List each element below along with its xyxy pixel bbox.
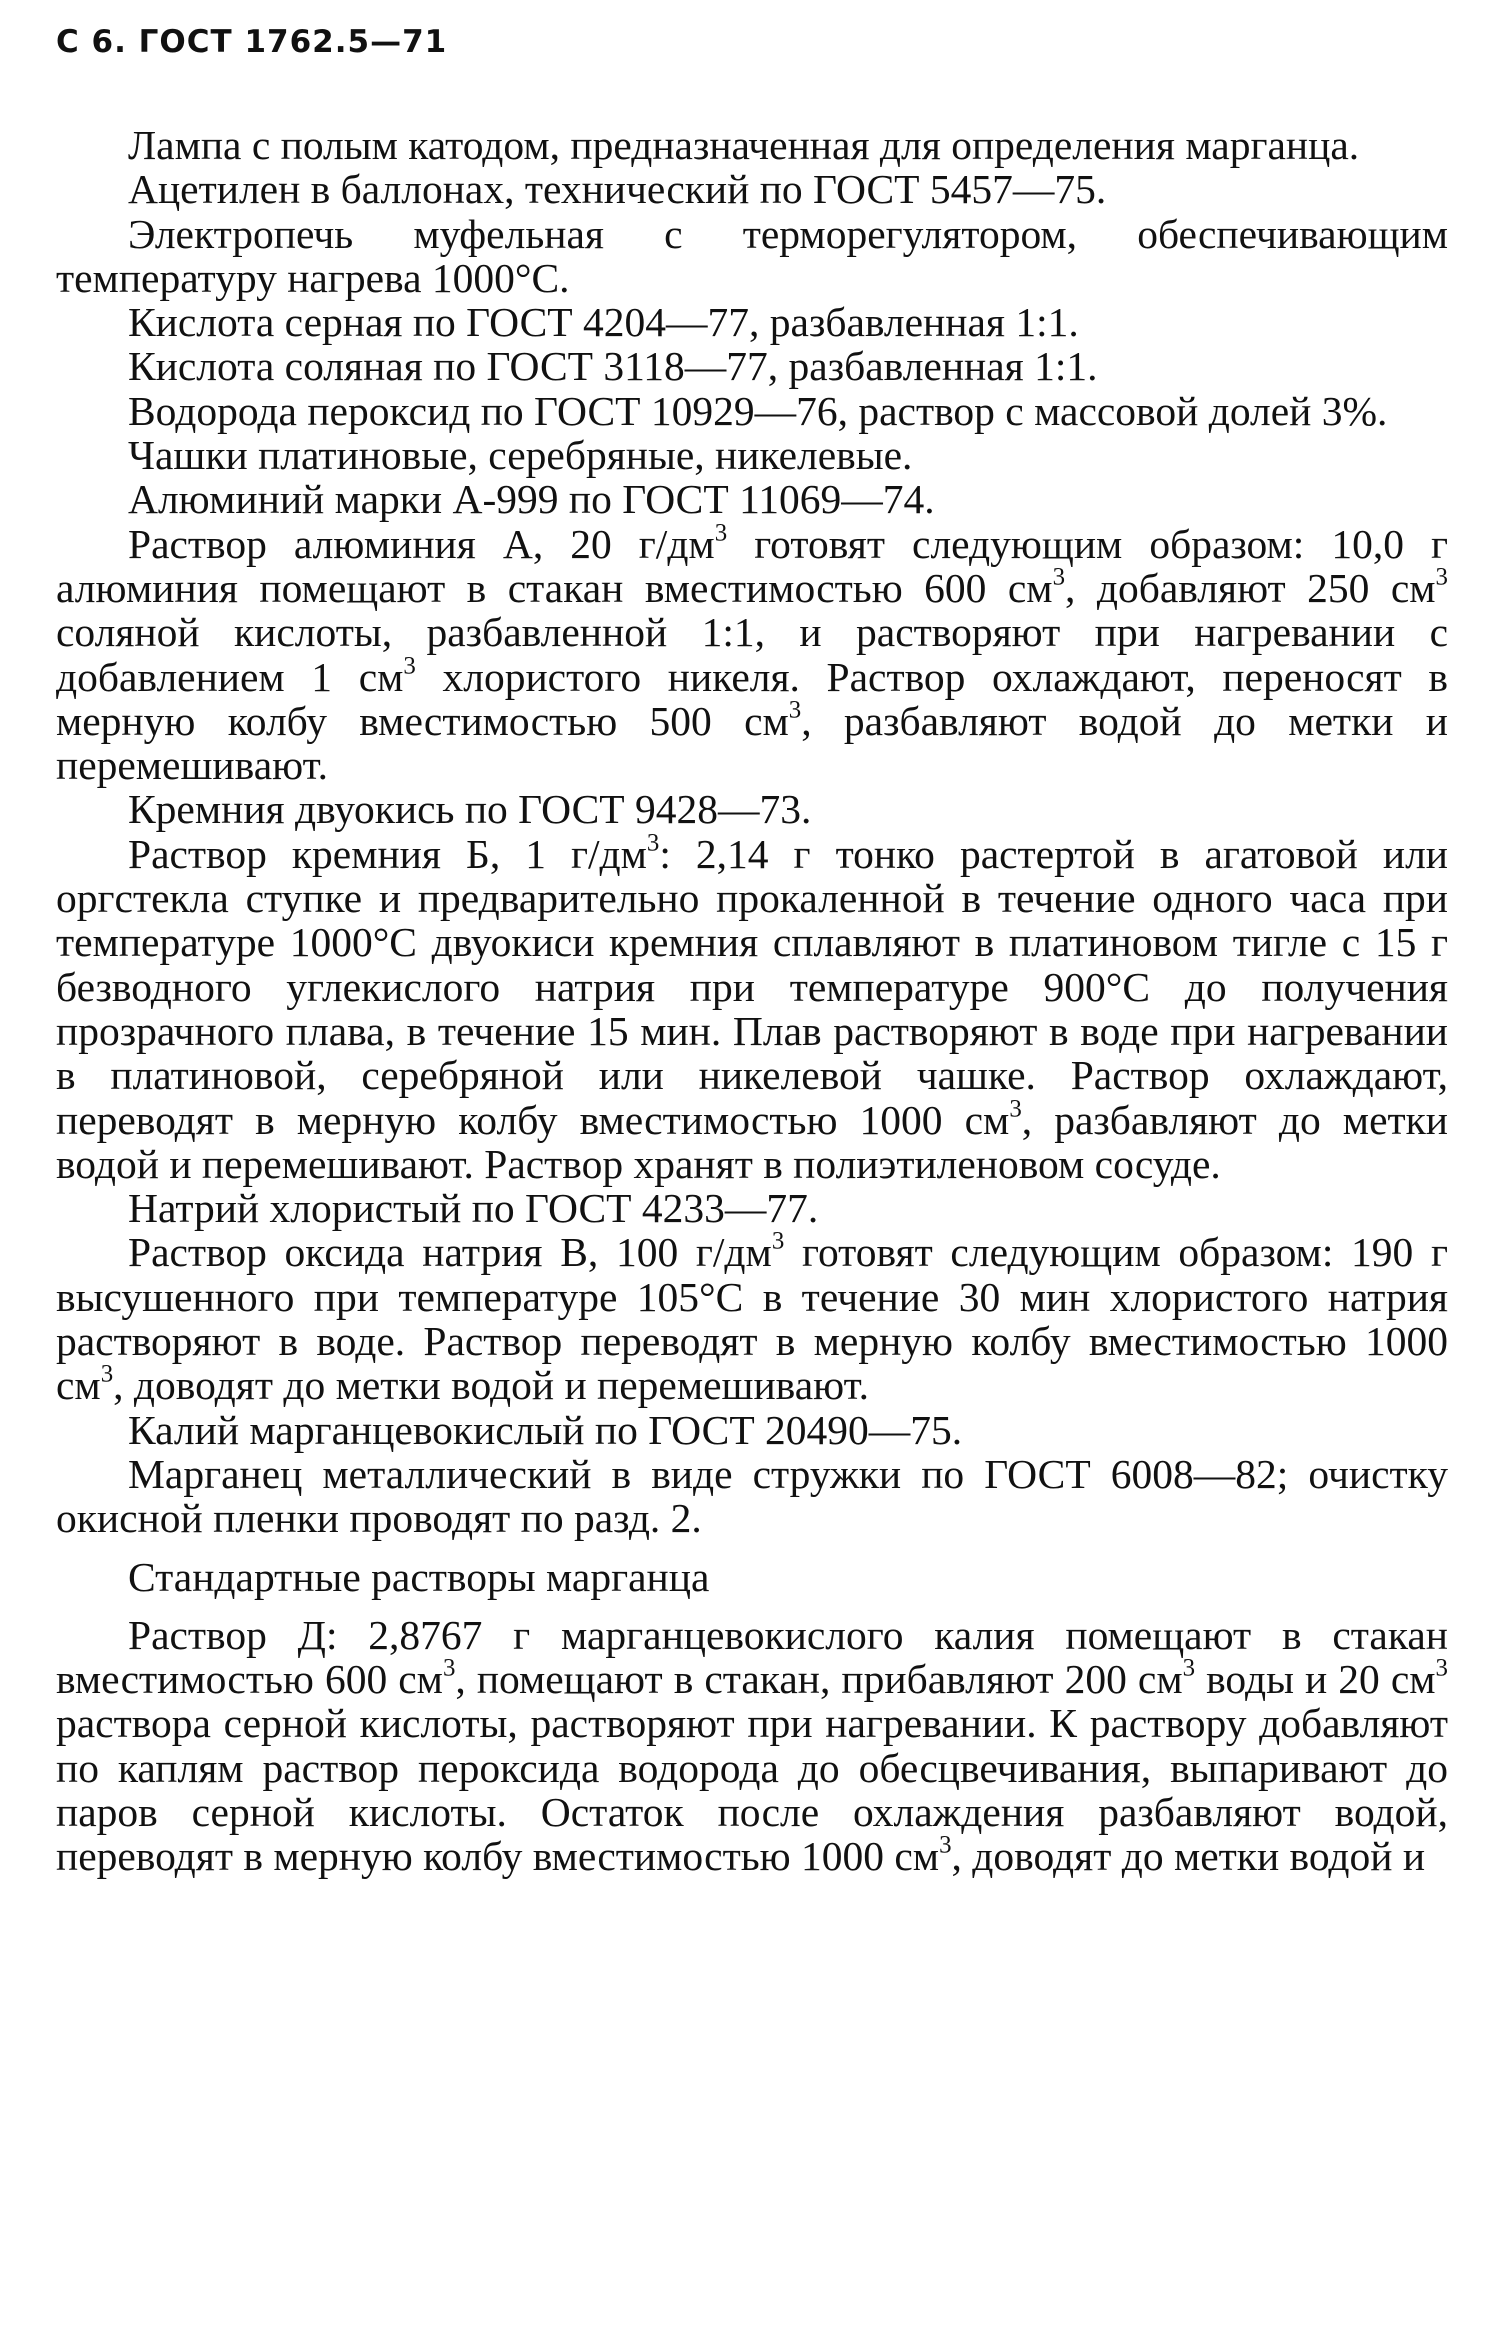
paragraph-text: Кремния двуокись по ГОСТ 9428—73. bbox=[128, 786, 812, 833]
paragraph-text: Раствор Д: 2,8767 г марганцевокислого калия помещают в стакан вместимостью 600 см bbox=[56, 1611, 1448, 1703]
paragraph-text: , разбавляют до метки водой и перемешивают. Раствор хранят в полиэтиленовом сосуде. bbox=[56, 1096, 1448, 1187]
superscript: 3 bbox=[1435, 1654, 1448, 1682]
paragraph-text: Раствор оксида натрия В, 100 г/дм bbox=[128, 1229, 772, 1276]
paragraph-text: : 2,14 г тонко растертой в агатовой или оргстекла ступке и предварительно прокаленной в течение одного часа при температуре 1000°С двуокиси кремния сплавляют в платиновом тигле с 15 г безводного углекислого натрия при температуре 900°С до получения прозрачного плава, в течение 15 мин. Плав растворяют в воде при нагревании в платиновой, серебряной или никелевой чашке. Раствор охлаждают, переводят в мерную колбу вместимостью 1000 см bbox=[56, 830, 1448, 1143]
paragraph-solution-v bbox=[56, 1230, 1448, 1407]
paragraph-text: соляной кислоты, разбавленной 1:1, и растворяют при нагревании с добавлением 1 см bbox=[56, 609, 1448, 700]
page-header: С 6. ГОСТ 1762.5—71 bbox=[56, 24, 448, 60]
paragraph-text: Марганец металлический в виде стружки по ГОСТ 6008—82; очистку окисной пленки проводят по разд. 2. bbox=[56, 1450, 1448, 1542]
superscript: 3 bbox=[788, 696, 802, 724]
paragraph-text: Калий марганцевокислый по ГОСТ 20490—75. bbox=[128, 1406, 963, 1453]
superscript: 3 bbox=[646, 829, 660, 857]
paragraph-text: , доводят до метки водой и перемешивают. bbox=[113, 1362, 869, 1409]
paragraph-text: Раствор кремния Б, 1 г/дм bbox=[128, 830, 647, 877]
paragraph-text: Водорода пероксид по ГОСТ 10929—76, раствор с массовой долей 3%. bbox=[128, 387, 1388, 434]
superscript: 3 bbox=[442, 1654, 456, 1682]
paragraph-text: , добавляют 250 см bbox=[1065, 564, 1436, 611]
paragraph-sodium-chloride bbox=[56, 1186, 1448, 1230]
paragraph-lamp bbox=[56, 123, 1448, 167]
superscript: 3 bbox=[939, 1831, 952, 1859]
paragraph-cups bbox=[56, 433, 1448, 477]
paragraph-sulfuric-acid bbox=[56, 300, 1448, 344]
paragraph-text: Кислота соляная по ГОСТ 3118—77, разбавленная 1:1. bbox=[128, 343, 1098, 390]
paragraph-text: раствора серной кислоты, растворяют при нагревании. К раствору добавляют по каплям раствор пероксида водорода до обесцвечивания, выпаривают до паров серной кислоты. Остаток после охлаждения разбавляют водой, переводят в мерную колбу вместимостью 1000 см bbox=[56, 1700, 1448, 1880]
paragraph-solution-d bbox=[56, 1613, 1448, 1879]
paragraph-solution-a bbox=[56, 519, 1449, 789]
paragraph-text: Лампа с полым катодом, предназначенная для определения марганца. bbox=[128, 122, 1360, 168]
paragraph-aluminium bbox=[56, 477, 1448, 521]
paragraph-silica bbox=[56, 787, 1448, 831]
superscript: 3 bbox=[100, 1360, 114, 1388]
paragraph-text: готовят следующим образом: 190 г высушенного при температуре 105°С в течение 30 мин хлористого натрия растворяют в воде. Раствор переводят в мерную колбу вместимостью 1000 см bbox=[56, 1229, 1448, 1409]
superscript: 3 bbox=[1182, 1654, 1196, 1682]
paragraph-text: , доводят до метки водой и bbox=[951, 1833, 1426, 1880]
superscript: 3 bbox=[403, 652, 416, 680]
paragraph-hydrochloric-acid bbox=[56, 344, 1448, 388]
paragraph-standard-solutions bbox=[56, 1555, 1448, 1599]
paragraph-text: Ацетилен в баллонах, технический по ГОСТ 5457—75. bbox=[128, 166, 1107, 213]
paragraph-text: Кислота серная по ГОСТ 4204—77, разбавленная 1:1. bbox=[128, 299, 1079, 346]
paragraph-text: воды и 20 см bbox=[1195, 1656, 1436, 1703]
paragraph-acetylene bbox=[56, 167, 1448, 211]
paragraph-text: Чашки платиновые, серебряные, никелевые. bbox=[128, 432, 913, 479]
superscript: 3 bbox=[714, 519, 728, 547]
paragraph-text: , помещают в стакан, прибавляют 200 см bbox=[455, 1656, 1183, 1703]
paragraph-text: Электропечь муфельная с терморегулятором, обеспечивающим температуру нагрева 1000°С. bbox=[56, 210, 1448, 301]
superscript: 3 bbox=[1009, 1095, 1022, 1123]
paragraph-text: хлористого никеля. Раствор охлаждают, переносят в мерную колбу вместимостью 500 см bbox=[56, 653, 1449, 744]
paragraph-text: Натрий хлористый по ГОСТ 4233—77. bbox=[128, 1185, 819, 1232]
paragraph-text: Алюминий марки А-999 по ГОСТ 11069—74. bbox=[128, 476, 935, 523]
paragraph-hydrogen-peroxide bbox=[56, 389, 1448, 433]
paragraph-text: , разбавляют водой до метки и перемешивают. bbox=[56, 697, 1448, 789]
paragraph-furnace bbox=[56, 212, 1448, 301]
paragraph-permanganate bbox=[56, 1408, 1448, 1452]
superscript: 3 bbox=[1435, 563, 1448, 591]
superscript: 3 bbox=[1052, 563, 1066, 591]
document-body bbox=[56, 123, 1448, 1879]
paragraph-text: готовят следующим образом: 10,0 г алюминия помещают в стакан вместимостью 600 см bbox=[56, 520, 1448, 611]
paragraph-text: Раствор алюминия А, 20 г/дм bbox=[128, 520, 715, 567]
paragraph-text: Стандартные растворы марганца bbox=[128, 1553, 710, 1600]
paragraph-solution-b bbox=[56, 829, 1448, 1187]
paragraph-manganese bbox=[56, 1452, 1448, 1541]
superscript: 3 bbox=[771, 1228, 785, 1255]
